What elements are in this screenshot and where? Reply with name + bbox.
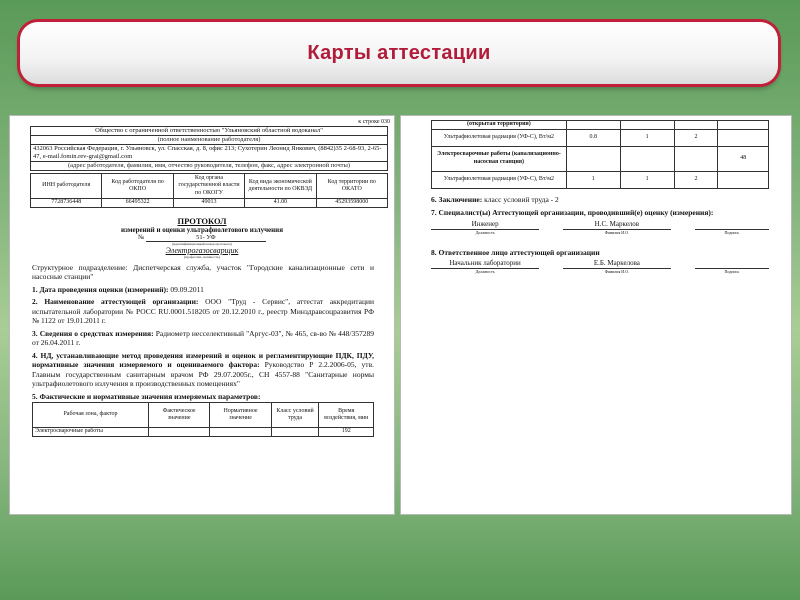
row-actual (566, 146, 620, 171)
section-6 (431, 195, 769, 205)
document-page-right (400, 115, 792, 515)
row-class (674, 146, 718, 171)
measurements-table (32, 402, 374, 437)
codes-header-okved: Код вида экономической деятельности по ОКВЭД (245, 174, 316, 199)
table-header-actual: Фактическое значение (148, 403, 209, 428)
row-actual: 0.8 (566, 129, 620, 146)
row-norm: 1 (620, 129, 674, 146)
row-norm (620, 146, 674, 171)
codes-table (30, 173, 388, 208)
row-class (271, 428, 319, 437)
row-reference-note: к строке 030 (358, 119, 390, 125)
row-norm: 1 (620, 171, 674, 188)
section-7-title: 7. Специалист(ы) Аттестующей организации, проводивший(е) оценку (измерения): (431, 208, 714, 217)
table-row (432, 171, 769, 188)
slide-title: Карты аттестации (307, 41, 491, 64)
table-row (432, 146, 769, 171)
row-zone: (открытая территория) (432, 121, 567, 130)
codes-header-okato: Код территории по ОКАТО (316, 174, 387, 199)
specialist-name: Н.С. Маркелов (563, 220, 671, 230)
profession: Электрогазосварщик (165, 246, 239, 255)
section-4-title: 4. НД, устанавливающие метод проведения измерений и оценок и регламентирующие ПДК, ПДУ, нормативные значения измеряемого и оцениваемого фактора: (32, 350, 374, 369)
responsible-position: Начальник лаборатории (431, 259, 539, 269)
codes-value-okato: 45293598000 (316, 199, 387, 208)
section-8-title: 8. Ответственное лицо аттестующей организации (431, 247, 600, 257)
codes-header-okogu: Код органа государственной власти по ОКОГУ (173, 174, 244, 199)
row-actual (566, 121, 620, 130)
responsible-signature-caption: Подпись (724, 269, 740, 274)
responsible-name: Е.Б. Маркелова (563, 259, 671, 269)
row-actual (148, 428, 209, 437)
table-row (432, 129, 769, 146)
codes-header-inn: ИНН работодателя (31, 174, 102, 199)
specialist-name-caption: Фамилия И.О. (604, 229, 630, 235)
protocol-number-label: № (138, 233, 145, 241)
row-norm (210, 428, 271, 437)
table-header-time: Время воздействия, мин (319, 403, 374, 428)
responsible-signature-row (431, 259, 769, 275)
codes-header-okpo: Код работодателя по ОКПО (102, 174, 173, 199)
section-6-title: 6. Заключение: (431, 194, 483, 204)
section-1-value: 09.09.2011 (170, 284, 204, 294)
section-2-title: 2. Наименование аттестующей организации: (32, 297, 199, 306)
section-5-title: 5. Фактические и нормативные значения измеряемых параметров: (32, 391, 261, 401)
profession-caption: (профессия, должность) (184, 255, 220, 259)
measurements-table-continued (431, 120, 769, 189)
org-address-caption: (адрес работодателя, фамилия, имя, отчество руководителя, телефон, факс, адрес электронной почты) (31, 162, 388, 171)
section-4-value: Руководство Р 2.2.2006-05, утв. Главным государственным санитарным врачом РФ 29.07.2005г., СН 4557-88 "Санитарные нормы ультрафиолетового излучения в производственных помещениях" (32, 360, 374, 388)
section-1 (32, 285, 374, 295)
org-name-caption: (полное наименование работодателя) (31, 136, 388, 145)
section-3-title: 3. Сведения о средствах измерения: (32, 328, 154, 338)
codes-value-okved: 41.00 (245, 199, 316, 208)
org-name: Общество с ограниченной ответственностью "Ульяновский областной водоканал" (31, 127, 388, 136)
table-row (33, 428, 374, 437)
protocol-title: ПРОТОКОЛ (177, 215, 227, 226)
row-actual: 1 (566, 171, 620, 188)
codes-value-okogu: 49013 (173, 199, 244, 208)
section-2-value: ООО "Труд - Сервис", аттестат аккредитации испытательной лаборатории № РОСС RU.0001.518205 от 20.12.2010 г., реестр Минздравсоцразвития РФ № 1122 от 19.01.2011 г. (32, 297, 375, 325)
section-6-value: класс условий труда - 2 (484, 194, 559, 204)
section-3 (32, 329, 374, 348)
title-banner (20, 22, 778, 84)
organization-table (30, 126, 388, 171)
section-4 (32, 351, 374, 389)
table-row (432, 121, 769, 130)
specialist-signature (695, 220, 769, 230)
responsible-position-caption: Должность (475, 269, 495, 274)
responsible-name-caption: Фамилия И.О. (604, 269, 630, 274)
protocol-number-line (10, 234, 394, 242)
section-1-title: 1. Дата проведения оценки (измерений): (32, 284, 169, 294)
document-page-left (9, 115, 395, 515)
row-time: 48 (718, 146, 769, 171)
responsible-signature (695, 259, 769, 269)
specialist-signature-caption: Подпись (724, 229, 740, 235)
section-3-value: Радиометр несселективный "Аргус-03", № 465, св-во № 448/357289 от 26.04.2011 г. (32, 328, 375, 347)
row-time: 192 (319, 428, 374, 437)
row-time (718, 171, 769, 188)
specialist-signature-row (431, 220, 769, 236)
table-header-class: Класс условий труда (271, 403, 319, 428)
row-zone: Ультрафиолетовая радиация (УФ-С), Вт/м2 (432, 171, 567, 188)
protocol-number-caption: (идентификационный номер протокола) (172, 241, 232, 246)
row-class (674, 121, 718, 130)
row-time (718, 121, 769, 130)
specialist-position: Инженер (431, 220, 539, 230)
row-class: 2 (674, 171, 718, 188)
subdivision-text: Структурное подразделение: Диспетчерская служба, участок "Городские канализационные сети и насосные станции" (32, 262, 374, 281)
row-zone: Ультрафиолетовая радиация (УФ-С), Вт/м2 (432, 129, 567, 146)
protocol-number-value: 51- УФ (146, 234, 266, 242)
codes-value-inn: 7728736448 (31, 199, 102, 208)
table-header-zone: Рабочая зона, фактор (33, 403, 149, 428)
specialist-position-caption: Должность (475, 229, 495, 235)
org-address: 432063 Российская Федерация, г. Ульяновск, ул. Спасская, д. 8, офис 213; Сухотерин Леонид Янкович, (8842)35 2-68-93, 2-65-47, e-mail.fomin.rev-grai@gmail.com (31, 145, 388, 162)
row-time (718, 129, 769, 146)
table-header-norm: Нормативное значение (210, 403, 271, 428)
codes-value-okpo: 66495322 (102, 199, 173, 208)
protocol-subtitle: измерений и оценки ультрафиолетового излучения (120, 225, 283, 234)
row-zone: Электросварочные работы (канализационно-насосная станция) (432, 146, 567, 171)
row-zone: Электросварочные работы (33, 428, 149, 437)
section-2 (32, 297, 374, 326)
row-class: 2 (674, 129, 718, 146)
row-norm (620, 121, 674, 130)
